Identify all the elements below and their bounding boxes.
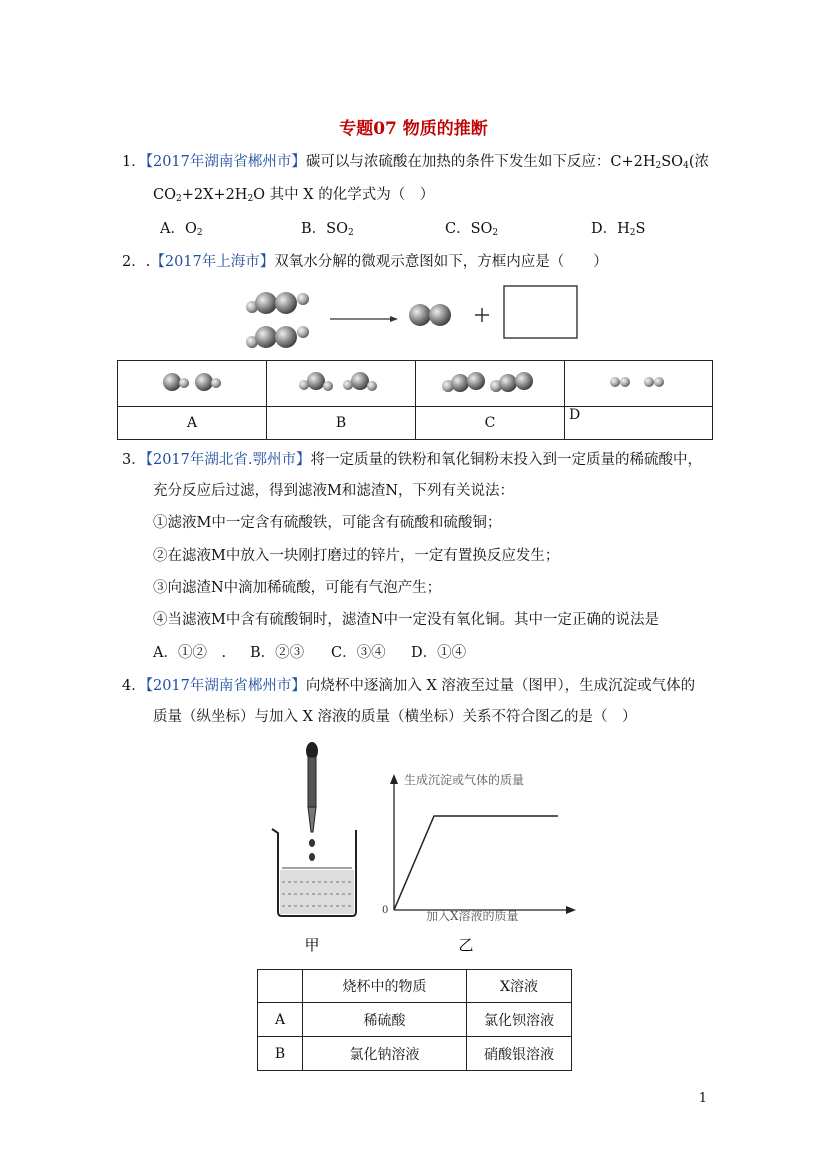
question-2-line-1 bbox=[122, 250, 608, 271]
question-number: 2．. bbox=[122, 254, 151, 270]
option-label: B．SO bbox=[301, 221, 348, 237]
h2o2-molecule-top bbox=[246, 292, 309, 314]
question-source: 【2017年湖南省郴州市】 bbox=[145, 154, 306, 170]
question-text: 向烧杯中逐滴加入 X 溶液至过量（图甲），生成沉淀或气体的 bbox=[305, 678, 696, 694]
table-row bbox=[258, 1037, 572, 1071]
question-source: 【2017年湖北省.鄂州市】 bbox=[145, 452, 311, 468]
question-number: 4． bbox=[122, 678, 146, 694]
choice-d-molecule bbox=[565, 361, 713, 407]
figure-label-right: 乙 bbox=[458, 936, 474, 954]
dropper-icon bbox=[306, 742, 318, 832]
question-text: SO bbox=[661, 154, 684, 170]
question-text: 碳可以与浓硫酸在加热的条件下发生如下反应：C+2H bbox=[305, 154, 656, 170]
subscript: 2 bbox=[247, 194, 254, 204]
option-b: B．②③ bbox=[250, 645, 305, 661]
question-text: 双氧水分解的微观示意图如下，方框内应是（ ） bbox=[274, 254, 608, 270]
graph-origin: 0 bbox=[382, 905, 389, 916]
x-axis-arrow bbox=[566, 906, 576, 914]
table-cell: A bbox=[258, 1003, 303, 1037]
answer-box bbox=[504, 286, 577, 338]
beaker-figure bbox=[268, 740, 368, 955]
subscript: 4 bbox=[683, 161, 689, 171]
choice-label: C bbox=[416, 407, 565, 440]
table-header: 烧杯中的物质 bbox=[303, 970, 467, 1003]
question-source: 【2017年湖南省郴州市】 bbox=[145, 678, 306, 694]
table-row bbox=[258, 1003, 572, 1037]
choice-label: A bbox=[118, 407, 267, 440]
choice-label: D bbox=[565, 407, 713, 440]
question-4-line-1 bbox=[122, 674, 695, 695]
option-d: D．①④ bbox=[411, 645, 467, 661]
statement-2: ②在滤液M中放入一块刚打磨过的锌片，一定有置换反应发生； bbox=[153, 548, 560, 564]
subscript: 2 bbox=[175, 194, 182, 204]
option-a: A．①② . bbox=[153, 645, 227, 661]
choices-table bbox=[117, 360, 713, 440]
graph-y-label: 生成沉淀或气体的质量 bbox=[404, 773, 525, 787]
question-text: +2X+2H bbox=[181, 187, 248, 203]
reaction-diagram bbox=[240, 280, 590, 356]
graph-x-label: 加入X溶液的质量 bbox=[426, 909, 519, 923]
question-3-line-2: 充分反应后过滤，得到滤液M和滤渣N，下列有关说法： bbox=[153, 483, 515, 499]
page-number: 1 bbox=[698, 1091, 707, 1106]
table-header: X溶液 bbox=[467, 970, 572, 1003]
reaction-arrow bbox=[330, 316, 398, 322]
statement-3: ③向滤渣N中滴加稀硫酸，可能有气泡产生； bbox=[153, 580, 442, 596]
figure-label-left: 甲 bbox=[304, 936, 320, 954]
statement-1: ①滤液M中一定含有硫酸铁，可能含有硫酸和硫酸铜； bbox=[153, 515, 502, 531]
molecule-image bbox=[296, 368, 386, 396]
h2o2-molecule-bottom bbox=[246, 326, 309, 348]
page-title: 专题07 物质的推断 bbox=[339, 119, 488, 139]
option-label: A．O bbox=[160, 221, 197, 237]
choice-a-molecule bbox=[118, 361, 267, 407]
molecule-image bbox=[604, 372, 674, 392]
option-d bbox=[591, 217, 645, 238]
subscript: 2 bbox=[492, 228, 499, 238]
choice-b-molecule bbox=[267, 361, 416, 407]
option-label: S bbox=[635, 221, 646, 237]
molecule-image bbox=[440, 368, 540, 396]
table-cell: 稀硫酸 bbox=[303, 1003, 467, 1037]
subscript: 2 bbox=[347, 228, 354, 238]
choice-label: B bbox=[267, 407, 416, 440]
option-label: D．H bbox=[591, 221, 630, 237]
question-text: (浓 bbox=[688, 154, 709, 170]
table-cell: 氯化钠溶液 bbox=[303, 1037, 467, 1071]
option-c bbox=[445, 217, 498, 238]
molecule-image bbox=[152, 369, 232, 395]
choice-c-molecule bbox=[416, 361, 565, 407]
option-label: C．SO bbox=[445, 221, 493, 237]
question-text: 将一定质量的铁粉和氧化铜粉末投入到一定质量的稀硫酸中， bbox=[310, 452, 702, 468]
o2-molecule bbox=[409, 304, 451, 326]
question-number: 3． bbox=[122, 452, 146, 468]
subscript: 2 bbox=[629, 228, 636, 238]
graph-figure bbox=[370, 760, 590, 955]
question-1-line-2 bbox=[153, 183, 434, 204]
subscript: 2 bbox=[655, 161, 662, 171]
table-header bbox=[258, 970, 303, 1003]
question-3-line-1 bbox=[122, 448, 702, 469]
plus-sign bbox=[475, 308, 489, 322]
y-axis-arrow bbox=[390, 774, 398, 784]
droplet-icon bbox=[309, 839, 315, 861]
question-1-line-1 bbox=[122, 150, 709, 171]
question-4-line-2: 质量（纵坐标）与加入 X 溶液的质量（横坐标）关系不符合图乙的是（ ） bbox=[153, 709, 637, 725]
table-cell: B bbox=[258, 1037, 303, 1071]
option-b bbox=[301, 217, 354, 238]
option-c: C．③④ bbox=[331, 645, 386, 661]
question-text: O 其中 X 的化学式为（ ） bbox=[253, 187, 435, 203]
answer-table bbox=[257, 969, 572, 1071]
subscript: 2 bbox=[196, 228, 203, 238]
question-text: CO bbox=[153, 187, 176, 203]
question-number: 1． bbox=[122, 154, 146, 170]
table-cell: 氯化钡溶液 bbox=[467, 1003, 572, 1037]
table-cell: 硝酸银溶液 bbox=[467, 1037, 572, 1071]
option-a bbox=[160, 217, 203, 238]
data-line bbox=[394, 816, 558, 910]
question-source: 【2017年上海市】 bbox=[150, 254, 275, 270]
statement-4: ④当滤液M中含有硫酸铜时，滤渣N中一定没有氧化铜。其中一定正确的说法是 bbox=[153, 612, 660, 628]
